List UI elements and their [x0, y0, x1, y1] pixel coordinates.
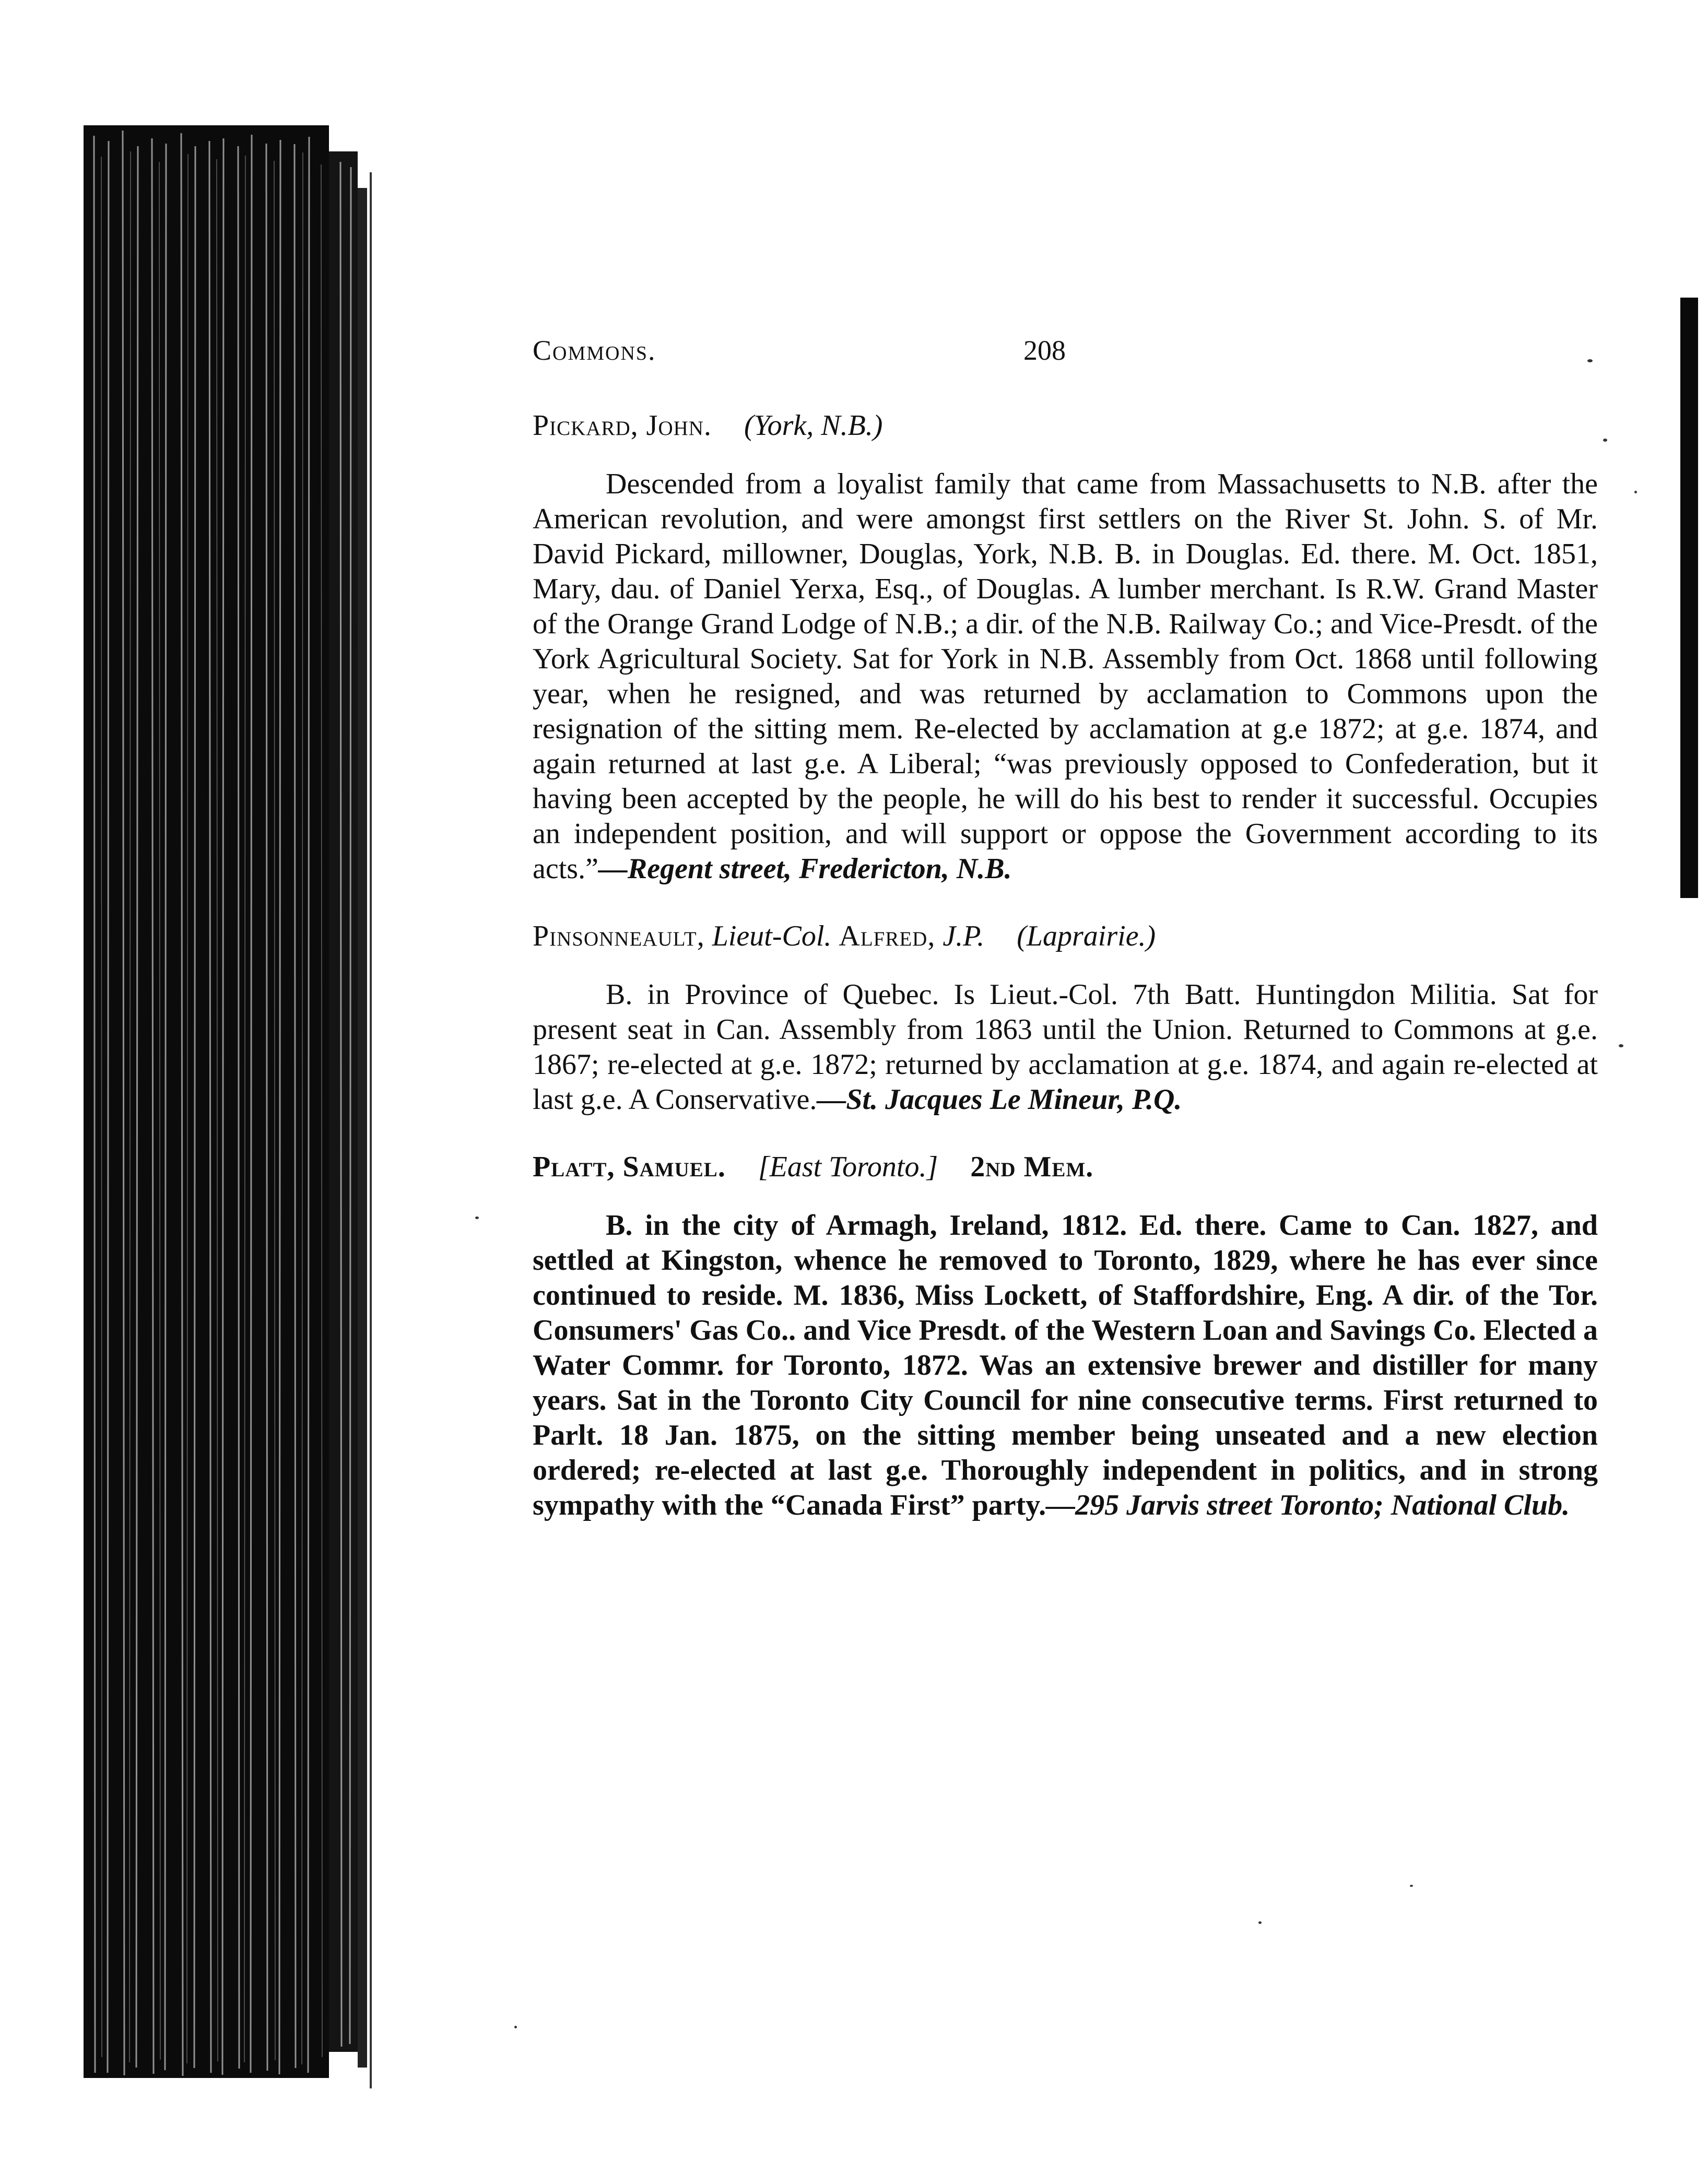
page-number: 208 — [1023, 335, 1066, 366]
biography-entry — [533, 407, 1598, 887]
biography-entry — [533, 1149, 1598, 1523]
entry-heading — [533, 407, 1598, 444]
biography-entry — [533, 918, 1598, 1117]
scan-speck — [1603, 439, 1607, 442]
member-given-name: Alfred, — [839, 920, 936, 952]
scan-speck — [1634, 491, 1637, 493]
biography-body: B. in Province of Quebec. Is Lieut.-Col. 7th Batt. Huntingdon Militia. Sat for present seat in Can. Assembly from 1863 until the Union. Returned to Commons at g.e. 1867; re-elected at g.e. 1872; returned by acclamation at g.e. 1874, and again re-elected at last g.e. A Conservative. — [533, 978, 1598, 1116]
biography-body: B. in the city of Armagh, Ireland, 1812. Ed. there. Came to Can. 1827, and settled at Kingston, whence he removed to Toronto, 1829, where he has ever since continued to reside. M. 1836, Miss Lockett, of Staffordshire, Eng. A dir. of the Tor. Consumers' Gas Co.. and Vice Presdt. of the Western Loan and Savings Co. Elected a Water Commr. for Toronto, 1872. Was an extensive brewer and distiller for many years. Sat in the Toronto City Council for nine consecutive terms. First returned to Parlt. 18 Jan. 1875, on the sitting member being unseated and a new election ordered; re-elected at last g.e. Thoroughly independent in politics, and in strong sympathy with the “Canada First” party. — [533, 1209, 1598, 1521]
member-honorific: J.P. — [943, 920, 985, 952]
constituency: (Laprairie.) — [1017, 920, 1156, 952]
address: —St. Jacques Le Mineur, P.Q. — [817, 1083, 1182, 1116]
member-rank: Lieut-Col. — [712, 920, 832, 952]
book-spine-edge — [84, 94, 376, 2088]
constituency: [East Toronto.] — [758, 1151, 938, 1183]
running-head — [533, 334, 1598, 381]
scan-speck — [475, 1217, 479, 1219]
biography-text — [533, 467, 1598, 887]
member-name: Platt, Samuel. — [533, 1151, 726, 1183]
scan-speck — [1410, 1885, 1413, 1887]
page-text — [533, 334, 1598, 1523]
biography-body: Descended from a loyalist family that came from Massachusetts to N.B. after the American revolution, and were amongst first settlers on the River St. John. S. of Mr. David Pickard, millowner, Douglas, York, N.B. B. in Douglas. Ed. there. M. Oct. 1851, Mary, dau. of Daniel Yerxa, Esq., of Douglas. A lumber merchant. Is R.W. Grand Master of the Orange Grand Lodge of N.B.; a dir. of the N.B. Railway Co.; and Vice-Presdt. of the York Agricultural Society. Sat for York in N.B. Assembly from Oct. 1868 until following year, when he resigned, and was returned by acclamation to Commons upon the resignation of the sitting mem. Re-elected by acclamation at g.e 1872; at g.e. 1874, and again returned at last g.e. A Liberal; “was previously opposed to Confederation, but it having been accepted by the people, he will do his best to render it successful. Occupies an independent position, and will support or oppose the Government according to its acts.” — [533, 468, 1598, 885]
address: —Regent street, Fredericton, N.B. — [598, 853, 1012, 885]
scan-speck — [1258, 1921, 1262, 1924]
biography-text — [533, 1208, 1598, 1523]
section-title: Commons. — [533, 335, 656, 366]
entry-heading — [533, 1149, 1598, 1185]
right-margin-scan-bar — [1680, 298, 1698, 898]
constituency: (York, N.B.) — [744, 409, 883, 442]
scan-speck — [1619, 1044, 1623, 1047]
member-seat-note: 2nd Mem. — [970, 1151, 1094, 1183]
member-name: Pickard, John. — [533, 409, 712, 442]
member-name: Pinsonneault, — [533, 920, 705, 952]
scan-speck — [514, 2026, 517, 2028]
address: —295 Jarvis street Toronto; National Club. — [1046, 1489, 1570, 1521]
biography-text — [533, 977, 1598, 1117]
entry-heading — [533, 918, 1598, 954]
